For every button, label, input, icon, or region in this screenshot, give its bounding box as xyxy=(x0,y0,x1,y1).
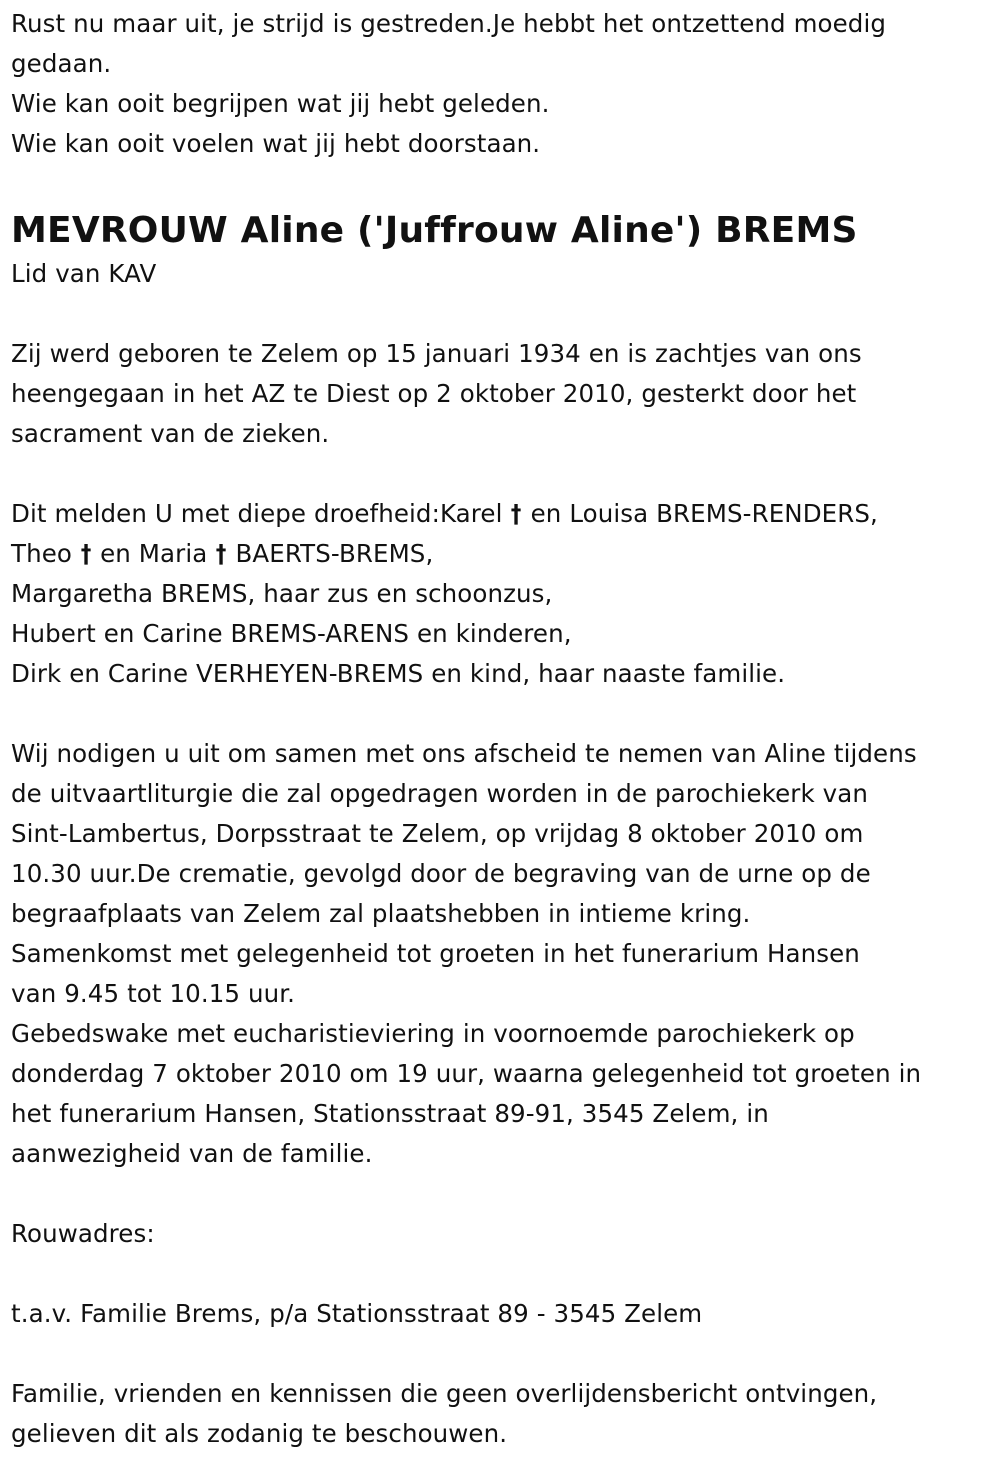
invitation-line: donderdag 7 oktober 2010 om 19 uur, waarna gelegenheid tot groeten in xyxy=(11,1059,922,1088)
closing-line: Familie, vrienden en kennissen die geen overlijdensbericht ontvingen, xyxy=(11,1379,878,1408)
family-text: BAERTS-BREMS, xyxy=(227,539,434,568)
spacer xyxy=(11,1174,990,1214)
spacer xyxy=(11,294,990,334)
family-paragraph xyxy=(11,494,990,694)
poem-line: Wie kan ooit voelen wat jij hebt doorstaan. xyxy=(11,129,541,158)
spacer xyxy=(11,164,990,208)
family-line: Hubert en Carine BREMS-ARENS en kinderen, xyxy=(11,619,572,648)
invitation-line: begraafplaats van Zelem zal plaatshebben in intieme kring. xyxy=(11,899,751,928)
family-line: Dirk en Carine VERHEYEN-BREMS en kind, haar naaste familie. xyxy=(11,659,786,688)
cross-icon: † xyxy=(216,539,227,568)
cross-icon: † xyxy=(80,539,92,568)
cross-icon: † xyxy=(511,499,522,528)
birth-line: heengegaan in het AZ te Diest op 2 oktober 2010, gesterkt door het xyxy=(11,379,857,408)
birth-line: Zij werd geboren te Zelem op 15 januari 1934 en is zachtjes van ons xyxy=(11,339,862,368)
birth-paragraph xyxy=(11,334,990,454)
spacer xyxy=(11,454,990,494)
address-label: Rouwadres: xyxy=(11,1219,155,1248)
family-text: Theo xyxy=(11,539,80,568)
membership-line: Lid van KAV xyxy=(11,259,157,288)
invitation-paragraph xyxy=(11,734,990,1174)
poem-line: Rust nu maar uit, je strijd is gestreden.Je hebbt het ontzettend moedig xyxy=(11,9,887,38)
birth-line: sacrament van de zieken. xyxy=(11,419,330,448)
invitation-line: van 9.45 tot 10.15 uur. xyxy=(11,979,296,1008)
family-line xyxy=(11,534,990,574)
address-line: t.a.v. Familie Brems, p/a Stationsstraat 89 - 3545 Zelem xyxy=(11,1299,703,1328)
family-line xyxy=(11,494,990,534)
family-line: Margaretha BREMS, haar zus en schoonzus, xyxy=(11,579,553,608)
invitation-line: Samenkomst met gelegenheid tot groeten in het funerarium Hansen xyxy=(11,939,860,968)
invitation-line: 10.30 uur.De crematie, gevolgd door de begraving van de urne op de xyxy=(11,859,871,888)
spacer xyxy=(11,1334,990,1374)
family-text: en Louisa BREMS-RENDERS, xyxy=(522,499,878,528)
invitation-line: aanwezigheid van de familie. xyxy=(11,1139,373,1168)
invitation-line: Sint-Lambertus, Dorpsstraat te Zelem, op vrijdag 8 oktober 2010 om xyxy=(11,819,864,848)
spacer xyxy=(11,694,990,734)
poem-line: Wie kan ooit begrijpen wat jij hebt geleden. xyxy=(11,89,550,118)
closing-paragraph xyxy=(11,1374,990,1454)
family-text: en Maria xyxy=(92,539,216,568)
family-text: Dit melden U met diepe droefheid:Karel xyxy=(11,499,511,528)
poem xyxy=(11,4,990,164)
invitation-line: de uitvaartliturgie die zal opgedragen worden in de parochiekerk van xyxy=(11,779,868,808)
invitation-line: Wij nodigen u uit om samen met ons afscheid te nemen van Aline tijdens xyxy=(11,739,917,768)
closing-line: gelieven dit als zodanig te beschouwen. xyxy=(11,1419,508,1448)
deceased-name-title: MEVROUW Aline ('Juffrouw Aline') BREMS xyxy=(11,210,858,251)
spacer xyxy=(11,1254,990,1294)
poem-line: gedaan. xyxy=(11,49,112,78)
invitation-line: het funerarium Hansen, Stationsstraat 89-91, 3545 Zelem, in xyxy=(11,1099,769,1128)
invitation-line: Gebedswake met eucharistieviering in voornoemde parochiekerk op xyxy=(11,1019,855,1048)
